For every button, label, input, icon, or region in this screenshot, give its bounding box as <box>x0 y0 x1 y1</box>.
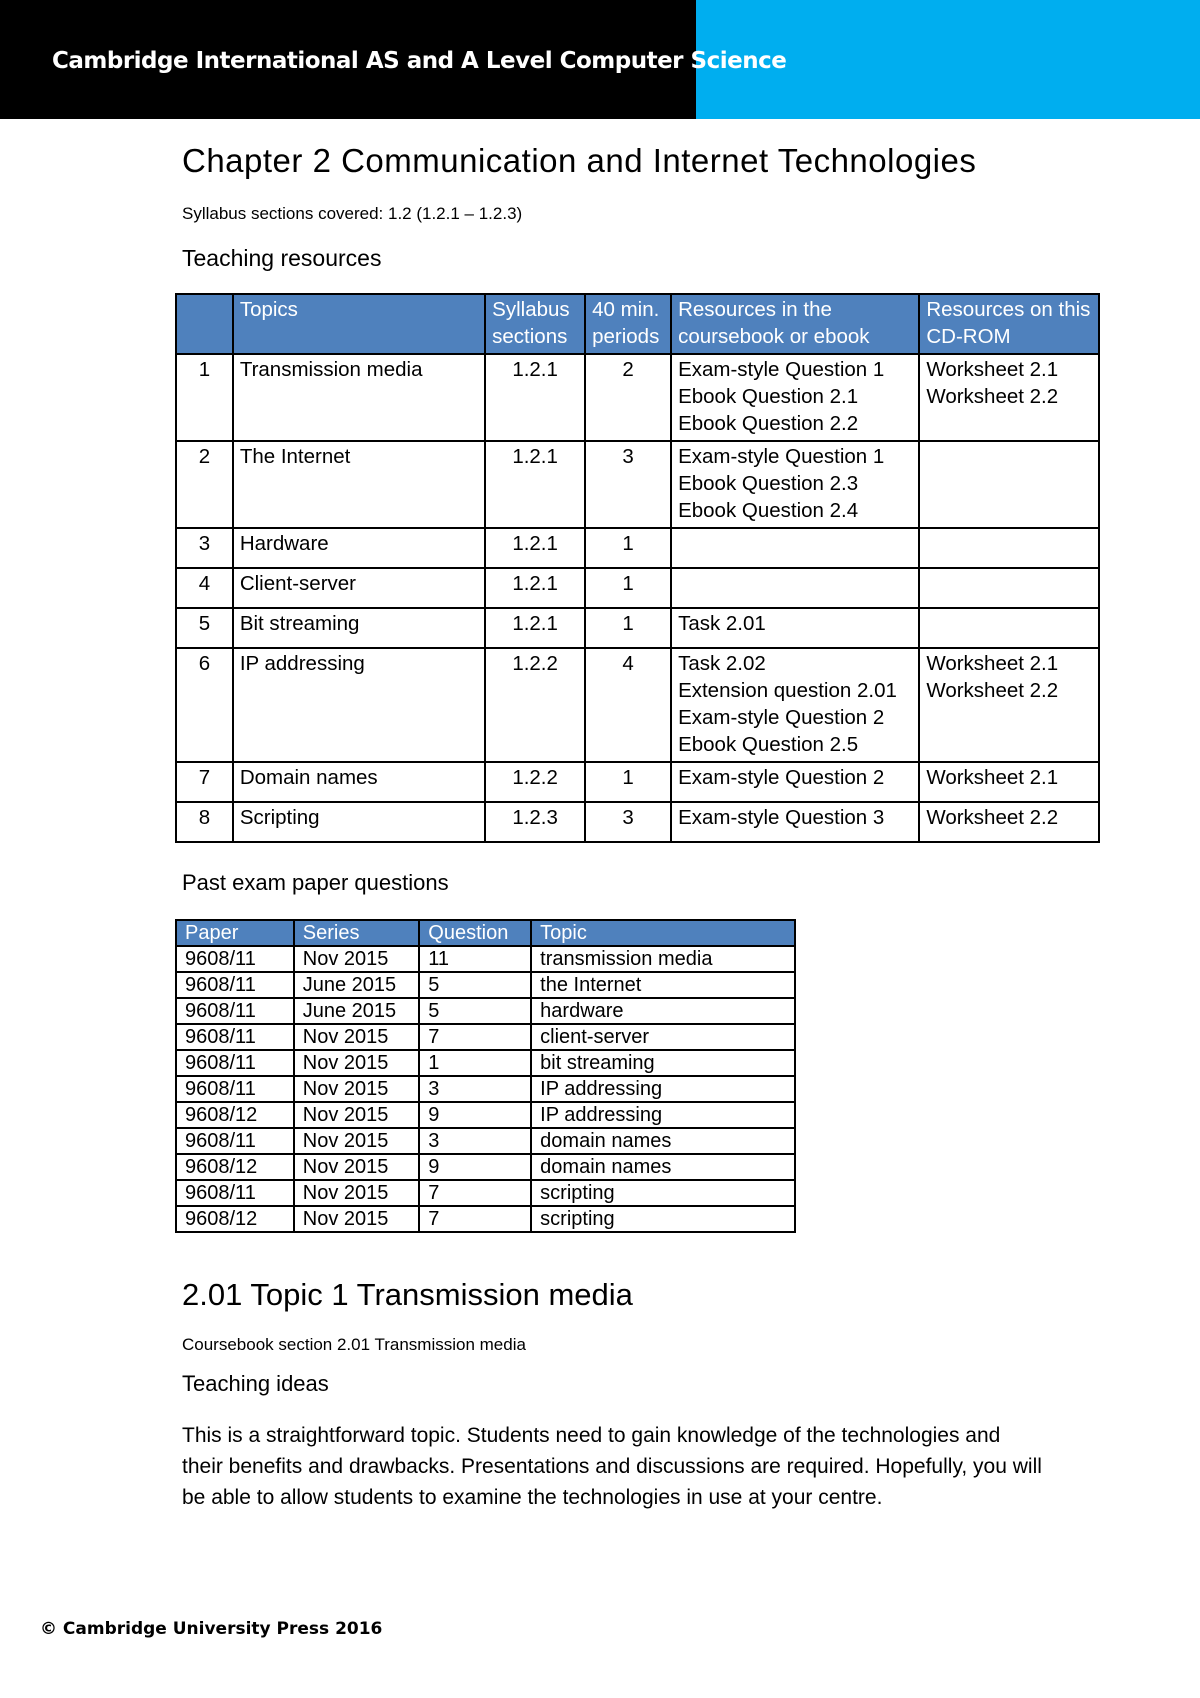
cell-periods: 1 <box>585 528 671 568</box>
cell-topic: client-server <box>531 1024 795 1050</box>
cell-cdrom <box>919 441 1099 528</box>
cell-num: 6 <box>176 648 233 762</box>
cell-syllabus: 1.2.1 <box>485 354 585 441</box>
cell-cdrom: Worksheet 2.2 <box>919 802 1099 842</box>
cell-series: Nov 2015 <box>294 1102 420 1128</box>
table-row <box>176 568 1099 608</box>
teaching-resources-heading: Teaching resources <box>182 245 382 271</box>
cell-topic: Client-server <box>233 568 485 608</box>
cell-topic: domain names <box>531 1128 795 1154</box>
cell-topic: bit streaming <box>531 1050 795 1076</box>
table-row <box>176 998 795 1024</box>
cell-num: 2 <box>176 441 233 528</box>
table-header-row <box>176 920 795 946</box>
coursebook-section-line: Coursebook section 2.01 Transmission media <box>182 1335 526 1354</box>
table-header-row <box>176 294 1099 354</box>
cell-question: 5 <box>419 972 531 998</box>
cell-series: Nov 2015 <box>294 946 420 972</box>
cell-coursebook <box>671 568 919 608</box>
column-header-num <box>176 294 233 354</box>
cell-series: June 2015 <box>294 972 420 998</box>
teaching-ideas-heading: Teaching ideas <box>182 1371 329 1396</box>
table-row <box>176 648 1099 762</box>
cell-paper: 9608/11 <box>176 972 294 998</box>
cell-cdrom <box>919 568 1099 608</box>
cell-paper: 9608/11 <box>176 1050 294 1076</box>
cell-periods: 3 <box>585 802 671 842</box>
cell-cdrom <box>919 608 1099 648</box>
cell-syllabus: 1.2.1 <box>485 608 585 648</box>
cell-coursebook: Exam-style Question 1 Ebook Question 2.3 Ebook Question 2.4 <box>671 441 919 528</box>
cell-series: Nov 2015 <box>294 1206 420 1232</box>
cell-cdrom: Worksheet 2.1 Worksheet 2.2 <box>919 648 1099 762</box>
chapter-title: Chapter 2 Communication and Internet Technologies <box>182 142 977 179</box>
column-header-topic: Topic <box>531 920 795 946</box>
table-row <box>176 762 1099 802</box>
column-header-question: Question <box>419 920 531 946</box>
cell-topic: hardware <box>531 998 795 1024</box>
cell-periods: 4 <box>585 648 671 762</box>
topic-1-heading: 2.01 Topic 1 Transmission media <box>182 1277 633 1312</box>
cell-num: 8 <box>176 802 233 842</box>
cell-num: 5 <box>176 608 233 648</box>
cell-paper: 9608/11 <box>176 1180 294 1206</box>
table-row <box>176 354 1099 441</box>
table-row <box>176 1154 795 1180</box>
cell-syllabus: 1.2.1 <box>485 568 585 608</box>
cell-topic: Domain names <box>233 762 485 802</box>
cell-topic: Bit streaming <box>233 608 485 648</box>
cell-topic: IP addressing <box>233 648 485 762</box>
cell-periods: 1 <box>585 568 671 608</box>
past-exam-table <box>175 919 796 1233</box>
cell-question: 7 <box>419 1180 531 1206</box>
table-row <box>176 1102 795 1128</box>
cell-periods: 2 <box>585 354 671 441</box>
cell-coursebook: Task 2.01 <box>671 608 919 648</box>
cell-paper: 9608/12 <box>176 1102 294 1128</box>
cell-syllabus: 1.2.1 <box>485 528 585 568</box>
cell-cdrom <box>919 528 1099 568</box>
cell-num: 3 <box>176 528 233 568</box>
table-row <box>176 1024 795 1050</box>
cell-syllabus: 1.2.1 <box>485 441 585 528</box>
cell-topic: the Internet <box>531 972 795 998</box>
cell-paper: 9608/11 <box>176 946 294 972</box>
cell-series: Nov 2015 <box>294 1050 420 1076</box>
cell-cdrom: Worksheet 2.1 Worksheet 2.2 <box>919 354 1099 441</box>
cell-topic: The Internet <box>233 441 485 528</box>
cell-series: Nov 2015 <box>294 1076 420 1102</box>
cell-cdrom: Worksheet 2.1 <box>919 762 1099 802</box>
table-row <box>176 528 1099 568</box>
cell-question: 7 <box>419 1206 531 1232</box>
cell-coursebook: Exam-style Question 2 <box>671 762 919 802</box>
column-header-coursebook: Resources in the coursebook or ebook <box>671 294 919 354</box>
cell-num: 7 <box>176 762 233 802</box>
cell-paper: 9608/12 <box>176 1154 294 1180</box>
cell-syllabus: 1.2.3 <box>485 802 585 842</box>
column-header-paper: Paper <box>176 920 294 946</box>
cell-series: Nov 2015 <box>294 1180 420 1206</box>
cell-topic: domain names <box>531 1154 795 1180</box>
table-row <box>176 1128 795 1154</box>
cell-topic: IP addressing <box>531 1076 795 1102</box>
table-row <box>176 1050 795 1076</box>
cell-paper: 9608/11 <box>176 998 294 1024</box>
cell-paper: 9608/11 <box>176 1076 294 1102</box>
table-row <box>176 802 1099 842</box>
teaching-resources-table <box>175 293 1100 843</box>
column-header-periods: 40 min. periods <box>585 294 671 354</box>
past-exam-heading: Past exam paper questions <box>182 870 449 895</box>
table-row <box>176 1206 795 1232</box>
cell-question: 9 <box>419 1154 531 1180</box>
cell-series: Nov 2015 <box>294 1024 420 1050</box>
cell-question: 1 <box>419 1050 531 1076</box>
cell-question: 7 <box>419 1024 531 1050</box>
cell-periods: 1 <box>585 608 671 648</box>
cell-topic: transmission media <box>531 946 795 972</box>
cell-topic: scripting <box>531 1180 795 1206</box>
teaching-ideas-paragraph: This is a straightforward topic. Students need to gain knowledge of the technologies and their benefits and drawbacks. Presentations and discussions are required. Hopefully, you will be able to allow students to examine the technologies in use at your centre. <box>182 1424 1042 1509</box>
cell-periods: 3 <box>585 441 671 528</box>
cell-question: 5 <box>419 998 531 1024</box>
cell-paper: 9608/11 <box>176 1128 294 1154</box>
table-row <box>176 946 795 972</box>
cell-question: 3 <box>419 1128 531 1154</box>
cell-series: Nov 2015 <box>294 1128 420 1154</box>
cell-coursebook <box>671 528 919 568</box>
table-row <box>176 972 795 998</box>
cell-question: 9 <box>419 1102 531 1128</box>
cell-paper: 9608/11 <box>176 1024 294 1050</box>
column-header-syllabus: Syllabus sections <box>485 294 585 354</box>
cell-question: 3 <box>419 1076 531 1102</box>
copyright-footer: © Cambridge University Press 2016 <box>40 1619 383 1639</box>
cell-series: Nov 2015 <box>294 1154 420 1180</box>
cell-topic: Scripting <box>233 802 485 842</box>
cell-paper: 9608/12 <box>176 1206 294 1232</box>
column-header-cdrom: Resources on this CD-ROM <box>919 294 1099 354</box>
column-header-topics: Topics <box>233 294 485 354</box>
cell-topic: scripting <box>531 1206 795 1232</box>
cell-num: 4 <box>176 568 233 608</box>
table-row <box>176 1180 795 1206</box>
table-row <box>176 1076 795 1102</box>
cell-coursebook: Task 2.02 Extension question 2.01 Exam-style Question 2 Ebook Question 2.5 <box>671 648 919 762</box>
cell-topic: IP addressing <box>531 1102 795 1128</box>
table-row <box>176 441 1099 528</box>
column-header-series: Series <box>294 920 420 946</box>
cell-series: June 2015 <box>294 998 420 1024</box>
cell-coursebook: Exam-style Question 1 Ebook Question 2.1 Ebook Question 2.2 <box>671 354 919 441</box>
cell-num: 1 <box>176 354 233 441</box>
cell-topic: Transmission media <box>233 354 485 441</box>
header-title: Cambridge International AS and A Level Computer Science <box>52 48 787 74</box>
cell-syllabus: 1.2.2 <box>485 762 585 802</box>
cell-topic: Hardware <box>233 528 485 568</box>
cell-syllabus: 1.2.2 <box>485 648 585 762</box>
cell-question: 11 <box>419 946 531 972</box>
syllabus-sections-line: Syllabus sections covered: 1.2 (1.2.1 – 1.2.3) <box>182 204 523 223</box>
cell-coursebook: Exam-style Question 3 <box>671 802 919 842</box>
table-row <box>176 608 1099 648</box>
cell-periods: 1 <box>585 762 671 802</box>
